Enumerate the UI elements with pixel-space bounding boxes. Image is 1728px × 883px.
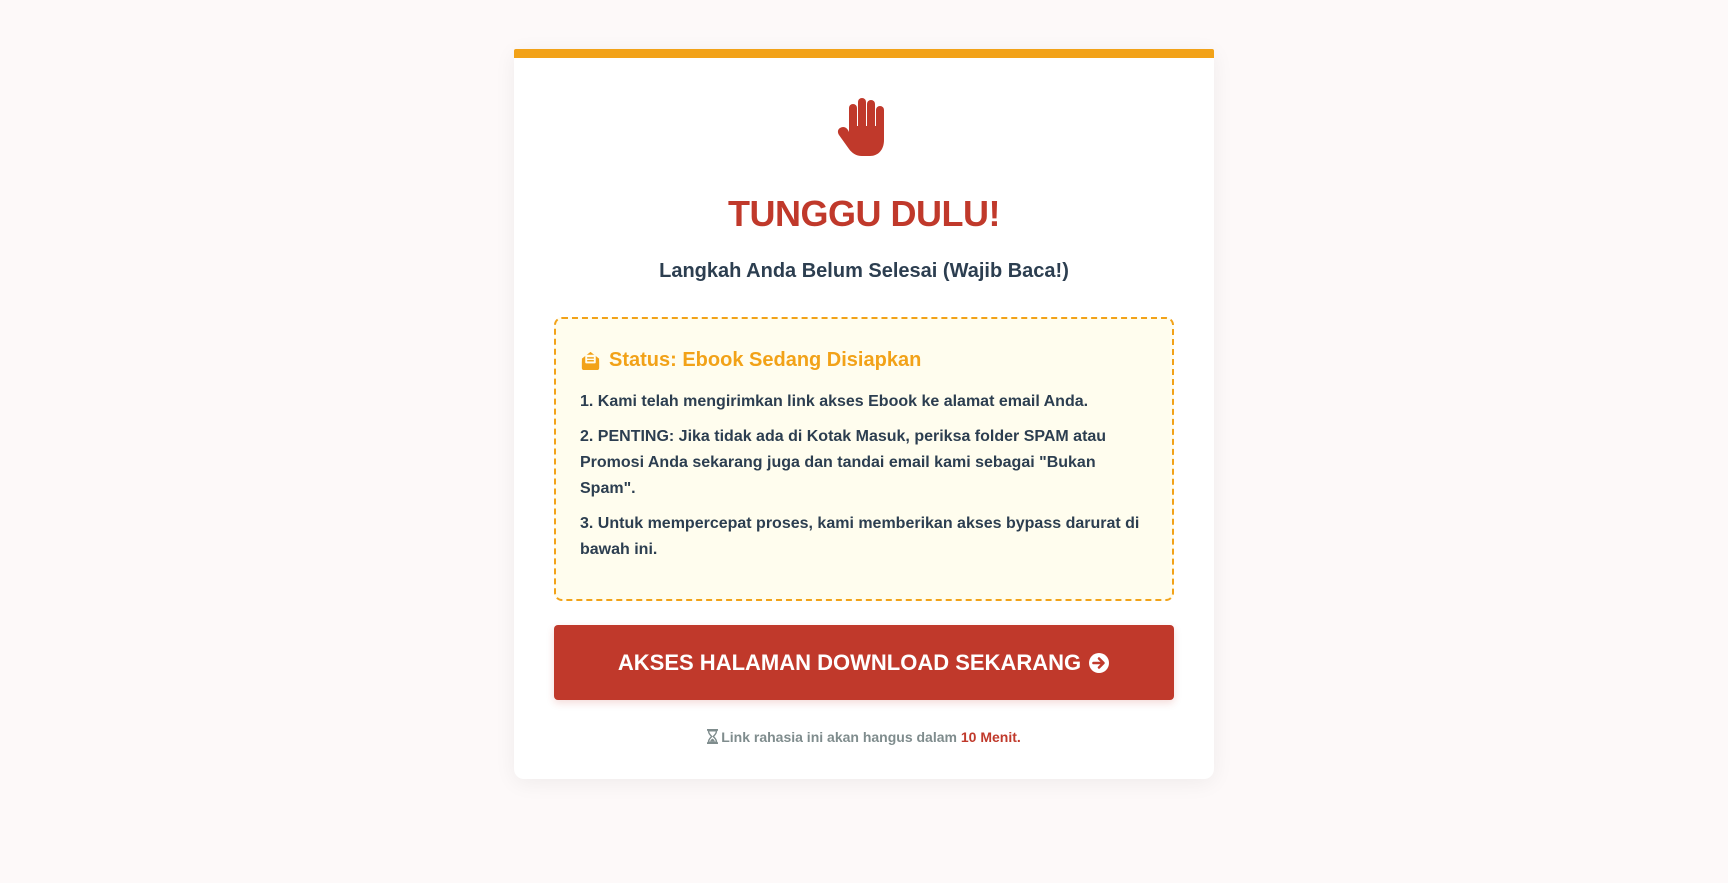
step-item: 1. Kami telah mengirimkan link akses Ebook ke alamat email Anda. (580, 393, 1089, 410)
status-header (580, 345, 1148, 375)
expiry-minutes: 10 Menit (960, 729, 1017, 745)
envelope-open-icon (580, 350, 601, 371)
expiry-text: Link rahasia ini akan hangus dalam (721, 729, 961, 745)
status-title: Status: Ebook Sedang Disiapkan (609, 348, 922, 371)
expiry-notice (514, 728, 1214, 746)
notice-card (514, 49, 1214, 779)
page-subtitle: Langkah Anda Belum Selesai (Wajib Baca!) (659, 260, 1069, 282)
expiry-suffix: . (1016, 729, 1021, 745)
hourglass-icon (707, 729, 718, 744)
page-title: TUNGGU DULU! (728, 193, 1000, 234)
hand-stop-icon (836, 96, 892, 158)
step-item: 3. Untuk mempercepat proses, kami memberikan akses bypass darurat di bawah ini. (580, 515, 1140, 558)
download-page-button[interactable] (554, 625, 1174, 700)
arrow-circle-right-icon (1088, 652, 1110, 674)
step-item: 2. PENTING: Jika tidak ada di Kotak Masuk, periksa folder SPAM atau Promosi Anda sekarang juga dan tandai email kami sebagai "Bukan Spam". (580, 428, 1107, 497)
status-box (554, 317, 1174, 601)
download-page-button-label: AKSES HALAMAN DOWNLOAD SEKARANG (617, 649, 1082, 675)
